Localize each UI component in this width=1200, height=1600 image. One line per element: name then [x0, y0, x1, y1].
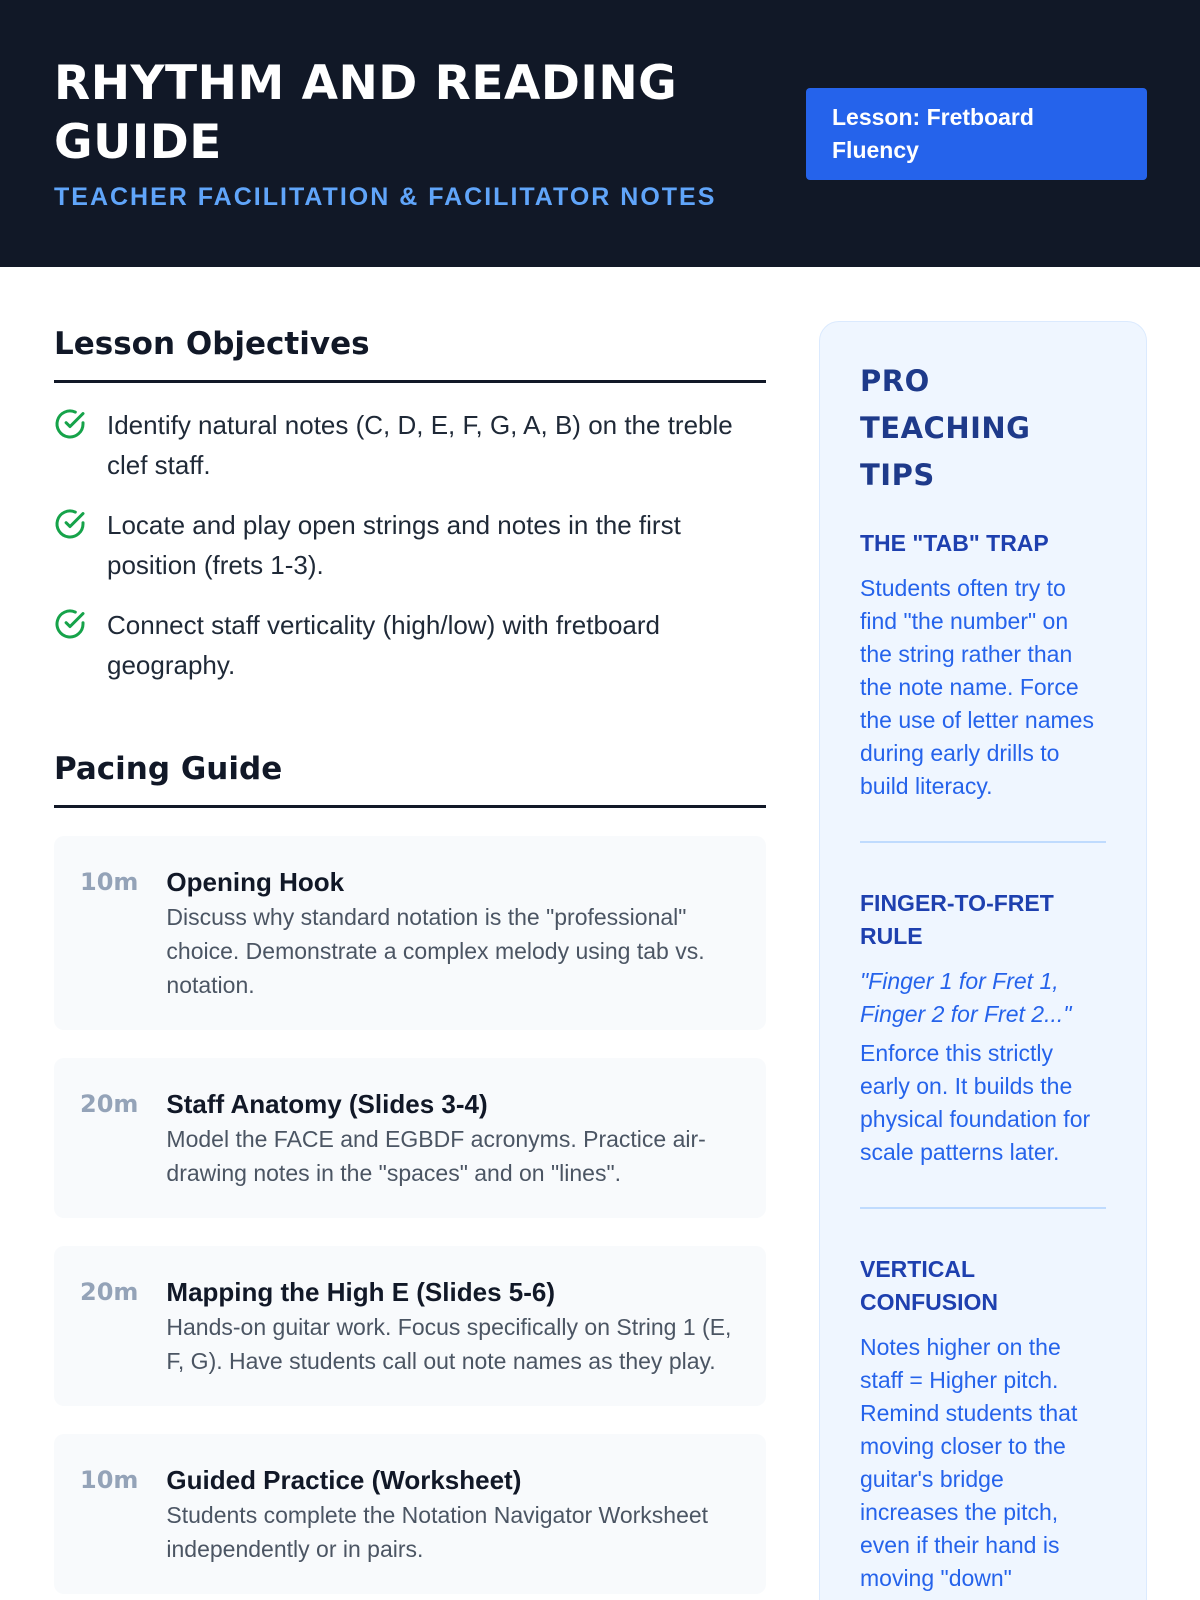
- objective-text: Connect staff verticality (high/low) with fretboard geography.: [107, 610, 660, 680]
- tip-body: Students often try to find "the number" on the string rather than the note name. Force the use of letter names during early drills to build literacy.: [860, 575, 1094, 799]
- pacing-heading: Pacing Guide: [54, 743, 766, 808]
- pacing-card: [54, 1246, 766, 1406]
- objectives-heading: Lesson Objectives: [54, 318, 766, 383]
- page-title: RHYTHM AND READING GUIDE: [54, 56, 678, 170]
- page-header: [0, 0, 1200, 267]
- tip-title: VERTICAL CONFUSION: [860, 1256, 998, 1315]
- pacing-guide-section: [54, 743, 766, 1600]
- pacing-description: Hands-on guitar work. Focus specifically on String 1 (E, F, G). Have students call out note names as they play.: [166, 1314, 732, 1374]
- tip-quote: "Finger 1 for Fret 1, Finger 2 for Fret 2...": [860, 968, 1072, 1027]
- objective-item: [54, 605, 766, 685]
- pacing-list: [54, 836, 766, 1594]
- pacing-description: Students complete the Notation Navigator Worksheet independently or in pairs.: [166, 1502, 709, 1562]
- pacing-body: [166, 864, 740, 1002]
- tip-title: FINGER-TO-FRET RULE: [860, 890, 1054, 949]
- pacing-description: Discuss why standard notation is the "professional" choice. Demonstrate a complex melody using tab vs. notation.: [166, 904, 705, 998]
- pacing-card: [54, 1058, 766, 1218]
- pacing-body: [166, 1086, 740, 1190]
- objective-item: [54, 405, 766, 485]
- pacing-body: [166, 1462, 740, 1566]
- tip-item: [860, 841, 1106, 1169]
- pacing-card: [54, 1434, 766, 1594]
- page-subtitle: TEACHER FACILITATION & FACILITATOR NOTES: [54, 183, 717, 211]
- objective-text: Identify natural notes (C, D, E, F, G, A, B) on the treble clef staff.: [107, 410, 733, 480]
- tip-item: [860, 1207, 1106, 1595]
- pacing-duration: 20m: [80, 1090, 139, 1118]
- pacing-title: Opening Hook: [166, 867, 345, 897]
- pacing-duration: 10m: [80, 1466, 139, 1494]
- pacing-description: Model the FACE and EGBDF acronyms. Practice air-drawing notes in the "spaces" and on "lines".: [166, 1126, 706, 1186]
- pacing-duration: 20m: [80, 1278, 139, 1306]
- tip-body: Notes higher on the staff = Higher pitch. Remind students that moving closer to the guitar's bridge increases the pitch, even if their hand is moving "down": [860, 1334, 1078, 1591]
- lesson-objectives-section: [54, 318, 766, 705]
- tips-heading: PRO TEACHING TIPS: [860, 364, 1031, 492]
- check-circle-icon: [54, 608, 86, 640]
- pacing-body: [166, 1274, 740, 1378]
- tip-title: THE "TAB" TRAP: [860, 530, 1049, 556]
- objectives-list: [54, 405, 766, 685]
- pacing-title: Staff Anatomy (Slides 3-4): [166, 1089, 488, 1119]
- pacing-title: Guided Practice (Worksheet): [166, 1465, 522, 1495]
- pacing-card: [54, 836, 766, 1030]
- pro-tips-sidebar: [819, 321, 1147, 1600]
- pacing-title: Mapping the High E (Slides 5-6): [166, 1277, 555, 1307]
- pacing-duration: 10m: [80, 868, 139, 896]
- check-circle-icon: [54, 508, 86, 540]
- objective-item: [54, 505, 766, 585]
- check-circle-icon: [54, 408, 86, 440]
- objective-text: Locate and play open strings and notes in the first position (frets 1-3).: [107, 510, 681, 580]
- tip-item: [860, 499, 1106, 803]
- tip-body: Enforce this strictly early on. It builds the physical foundation for scale patterns later.: [860, 1040, 1091, 1165]
- lesson-badge: Lesson: Fretboard Fluency: [806, 88, 1147, 180]
